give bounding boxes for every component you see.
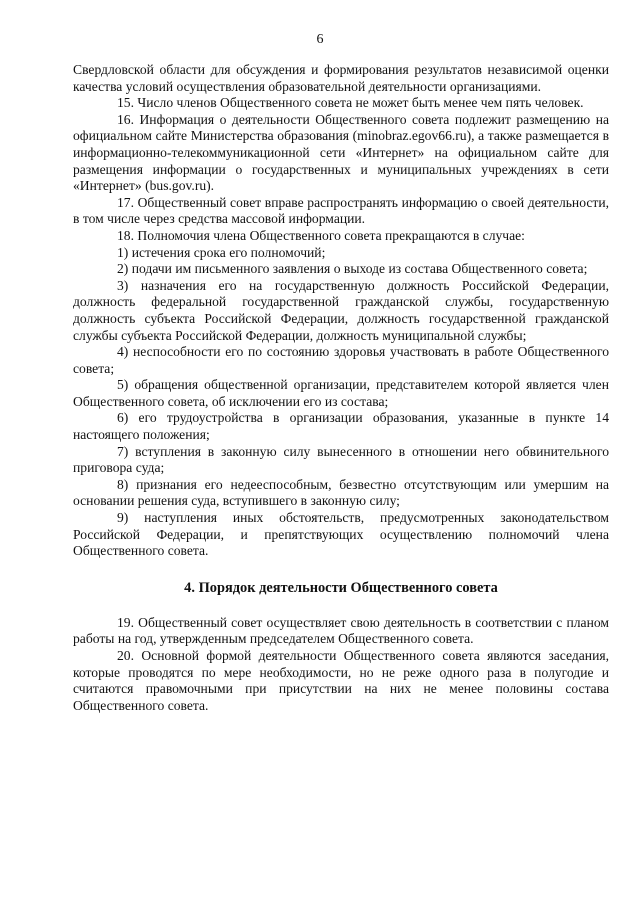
paragraph: 16. Информация о деятельности Общественного совета подлежит размещению на официальном сайте Министерства образования (minobraz.egov66.ru), а также размещается в информационно-телекоммуникационной сети «Интернет» на официальном сайте для размещения информации о государственных и муниципальных учреждениях в сети «Интернет» (bus.gov.ru). <box>73 111 609 194</box>
paragraph: 4) неспособности его по состоянию здоровья участвовать в работе Общественного совета; <box>73 344 609 376</box>
paragraph: 5) обращения общественной организации, представителем которой является член Общественного совета, об исключении его из состава; <box>73 377 609 409</box>
paragraph: Свердловской области для обсуждения и формирования результатов независимой оценки качества условий осуществления образовательной деятельности организациями. <box>73 62 609 94</box>
paragraph: 17. Общественный совет вправе распространять информацию о своей деятельности, в том числе через средства массовой информации. <box>73 194 609 227</box>
paragraph: 6) его трудоустройства в организации образования, указанные в пункте 14 настоящего положения; <box>73 410 609 443</box>
section-heading: 4. Порядок деятельности Общественного совета <box>184 579 498 596</box>
paragraph: 8) признания его недееспособным, безвестно отсутствующим или умершим на основании решения суда, вступившего в законную силу; <box>73 476 609 509</box>
paragraph: 7) вступления в законную силу вынесенного в отношении него обвинительного приговора суда; <box>73 443 609 476</box>
paragraph: 9) наступления иных обстоятельств, предусмотренных законодательством Российской Федерации, и препятствующих осуществлению полномочий члена Общественного совета. <box>73 510 609 559</box>
page-number: 6 <box>316 32 324 47</box>
document-body <box>73 62 609 714</box>
section-4-body <box>73 615 609 715</box>
paragraph: 19. Общественный совет осуществляет свою деятельность в соответствии с планом работы на год, утвержденным председателем Общественного совета. <box>73 614 609 647</box>
paragraph: 2) подачи им письменного заявления о выходе из состава Общественного совета; <box>117 261 588 277</box>
paragraph: 3) назначения его на государственную должность Российской Федерации, должность федеральной государственной гражданской службы, государственную должность субъекта Российской Федерации, должность государственной гражданской службы субъекта Российской Федерации, должность муниципальной службы; <box>73 277 609 343</box>
paragraph: 1) истечения срока его полномочий; <box>117 244 326 260</box>
section-3-continuation <box>73 62 609 560</box>
paragraph: 20. Основной формой деятельности Общественного совета являются заседания, которые проводятся по мере необходимости, но не реже одного раза в полугодие и считаются правомочными при присутствии на них не менее половины состава Общественного совета. <box>73 648 609 713</box>
paragraph: 15. Число членов Общественного совета не может быть менее чем пять человек. <box>117 95 584 111</box>
paragraph: 18. Полномочия члена Общественного совета прекращаются в случае: <box>117 227 525 243</box>
